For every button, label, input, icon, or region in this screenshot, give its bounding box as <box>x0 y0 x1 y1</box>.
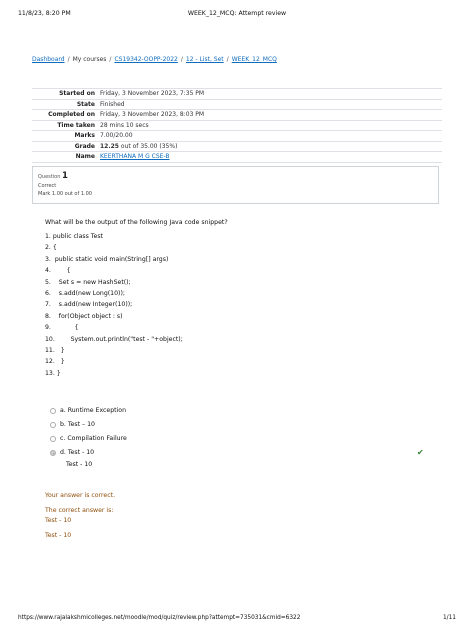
question-prompt: What will be the output of the following Java code snippet? <box>45 219 228 226</box>
question-number <box>38 171 433 181</box>
breadcrumb-separator: / <box>226 56 229 63</box>
code-line: 4. { <box>45 267 71 275</box>
summary-row-grade <box>32 141 442 152</box>
question-info-box <box>32 166 439 204</box>
summary-value: Friday, 3 November 2023, 7:35 PM <box>100 90 205 98</box>
answer-label: a. Runtime Exception <box>60 407 126 414</box>
feedback-correct: Your answer is correct. <box>45 492 116 499</box>
breadcrumb-separator: / <box>67 56 70 63</box>
correct-answer-line: Test - 10 <box>45 517 72 525</box>
question-mark: Mark 1.00 out of 1.00 <box>38 191 92 197</box>
breadcrumb <box>32 56 277 63</box>
code-line: 13. } <box>45 369 61 377</box>
code-line: 3. public static void main(String[] args) <box>45 255 169 263</box>
feedback <box>45 491 425 541</box>
summary-row-time-taken <box>32 120 442 131</box>
print-datetime: 11/8/23, 8:20 PM <box>18 10 71 17</box>
summary-row-name <box>32 152 442 163</box>
breadcrumb-separator: / <box>180 56 183 63</box>
answer-option-d[interactable] <box>50 448 430 468</box>
code-line: 7. s.add(new Integer(10)); <box>45 301 133 309</box>
code-line: 6. s.add(new Long(10)); <box>45 289 125 297</box>
summary-value: Finished <box>100 100 125 108</box>
summary-label: Completed on <box>48 111 95 119</box>
code-line: 12. } <box>45 358 65 366</box>
answer-label: d. Test - 10 <box>60 449 95 456</box>
breadcrumb-section[interactable]: 12 - List, Set <box>185 56 224 63</box>
summary-row-started-on <box>32 89 442 100</box>
answer-option-b[interactable] <box>50 420 430 434</box>
answer-label: c. Compilation Failure <box>60 435 127 442</box>
answer-option-a[interactable] <box>50 406 430 420</box>
breadcrumb-my-courses: My courses <box>72 56 107 63</box>
breadcrumb-dashboard[interactable]: Dashboard <box>32 56 65 63</box>
breadcrumb-quiz[interactable]: WEEK_12_MCQ <box>231 56 277 63</box>
breadcrumb-separator: / <box>109 56 112 63</box>
question-text <box>45 219 425 379</box>
question-number-value: 1 <box>61 171 68 181</box>
page-number: 1/11 <box>442 615 456 621</box>
summary-row-marks <box>32 131 442 142</box>
code-line: 11. } <box>45 346 65 354</box>
code-line: 1. public class Test <box>45 233 103 240</box>
summary-row-state <box>32 99 442 110</box>
print-title: WEEK_12_MCQ: Attempt review <box>187 10 287 17</box>
radio-button[interactable] <box>50 422 56 428</box>
student-name-link[interactable]: KEERTHANA M G CSE-B <box>100 153 170 161</box>
summary-value <box>100 152 442 163</box>
summary-row-completed-on <box>32 110 442 121</box>
radio-button[interactable] <box>50 436 56 442</box>
code-line: 2. { <box>45 244 57 252</box>
breadcrumb-course[interactable]: CS19342-OOPP-2022 <box>114 56 178 63</box>
correct-answer-label: The correct answer is: <box>45 507 114 515</box>
answer-label: b. Test – 10 <box>60 421 95 428</box>
attempt-summary-table <box>32 88 442 163</box>
question-status: Correct <box>38 183 57 189</box>
answer-option-c[interactable] <box>50 434 430 448</box>
grade-score: 12.25 <box>100 142 119 150</box>
question-label: Question <box>38 174 61 180</box>
answer-label-sub: Test - 10 <box>66 461 93 468</box>
code-line: 9. { <box>45 324 79 332</box>
summary-label: Started on <box>59 90 95 98</box>
summary-value: 28 mins 10 secs <box>100 121 149 129</box>
summary-value: Friday, 3 November 2023, 8:03 PM <box>100 111 205 119</box>
summary-label: Marks <box>74 132 95 140</box>
answer-options <box>50 406 430 468</box>
code-snippet <box>45 231 425 379</box>
print-footer <box>18 615 456 625</box>
summary-value: 7.00/20.00 <box>100 132 133 140</box>
summary-label: Name <box>75 153 95 161</box>
summary-label: Time taken <box>57 121 95 129</box>
page-url: https://www.rajalakshmicolleges.net/moodle/mod/quiz/review.php?attempt=735031&cmid=6322 <box>18 615 301 621</box>
summary-label: State <box>76 100 95 108</box>
summary-value <box>100 141 442 152</box>
print-header <box>18 10 456 20</box>
radio-button[interactable] <box>50 408 56 414</box>
radio-button-selected[interactable] <box>50 450 56 456</box>
code-line: 10. System.out.println("test - "+object); <box>45 335 183 343</box>
code-line: 5. Set s = new HashSet(); <box>45 278 131 286</box>
check-icon: ✔ <box>417 448 424 457</box>
code-line: 8. for(Object object : s) <box>45 312 123 320</box>
summary-label: Grade <box>74 142 95 150</box>
grade-out-of: out of 35.00 (35%) <box>118 142 178 150</box>
correct-answer-line: Test - 10 <box>45 531 72 539</box>
